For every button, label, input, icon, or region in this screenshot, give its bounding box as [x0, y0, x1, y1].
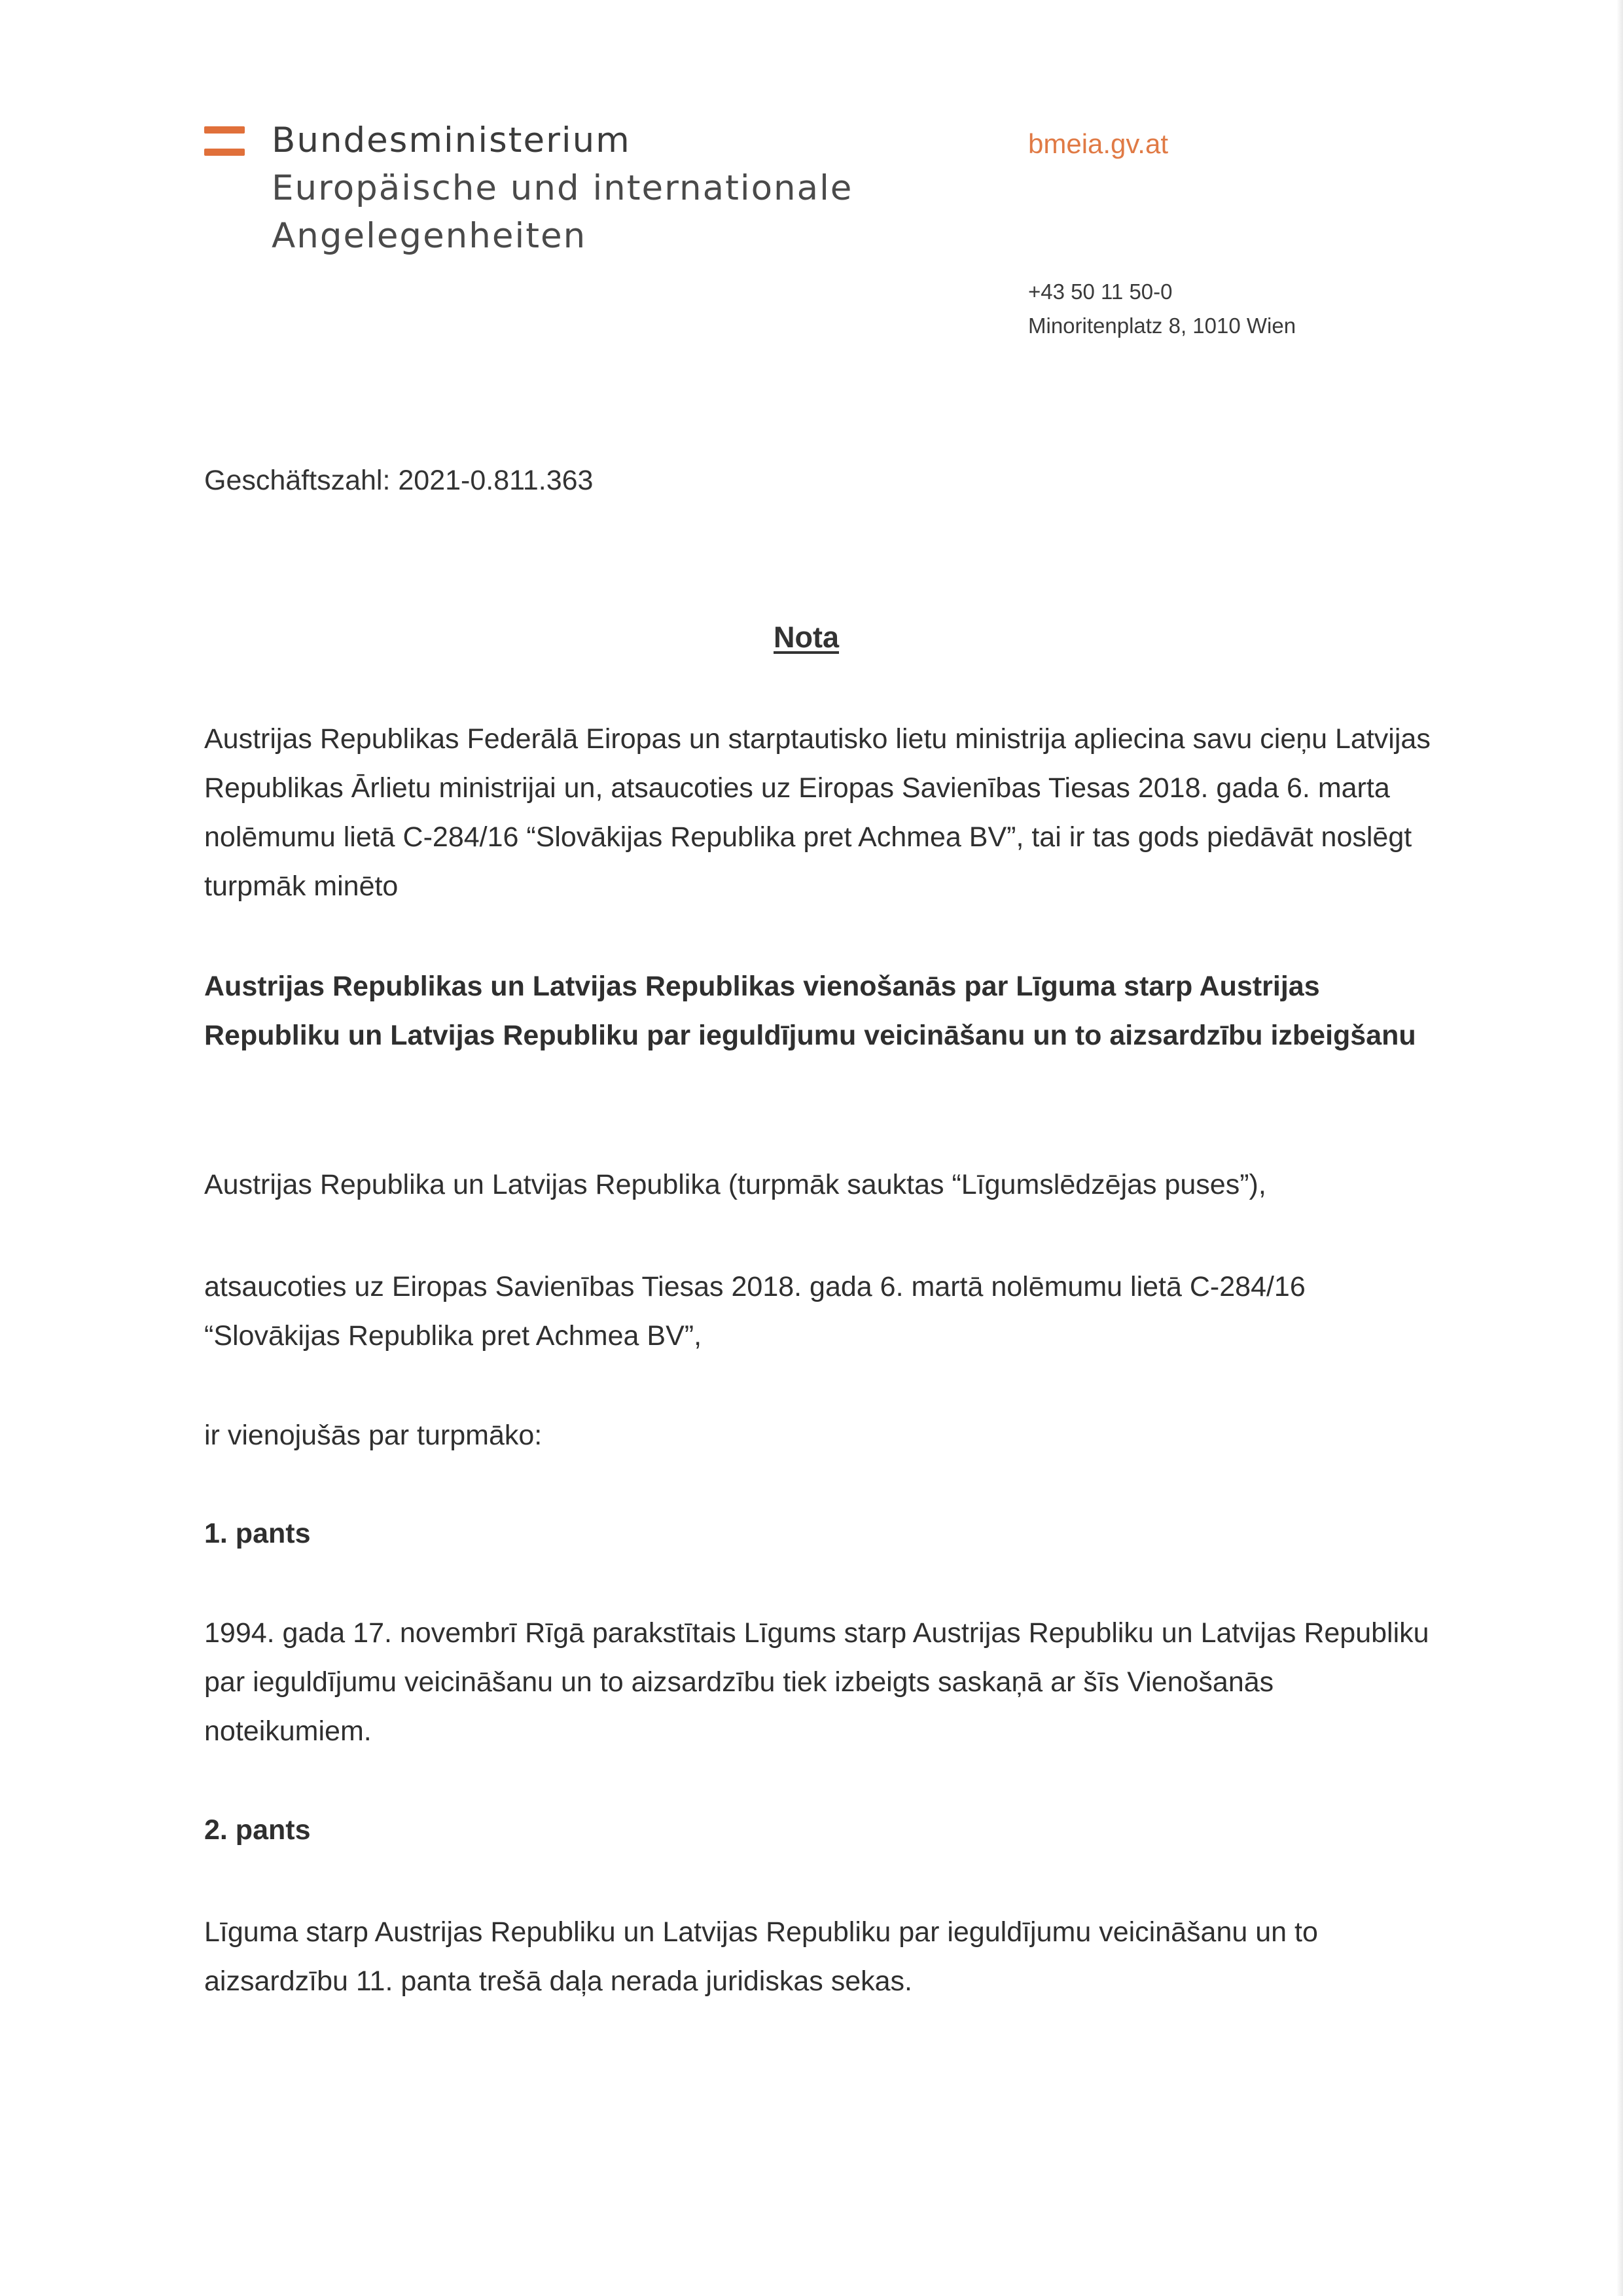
article-2-text: Līguma starp Austrijas Republiku un Latvijas Republiku par ieguldījumu veicināšanu un to aizsardzību 11. panta trešā daļa nerada juridiskas sekas. — [204, 1916, 1318, 1997]
article-2-heading: 2. pants — [204, 1814, 311, 1846]
ministry-line-1: Bundesministerium — [272, 120, 631, 160]
logo-stripe-bottom — [204, 149, 245, 156]
reference-number: Geschäftszahl: 2021-0.811.363 — [204, 465, 594, 496]
page-edge-shadow — [1616, 0, 1623, 2296]
agreement-title: Austrijas Republikas un Latvijas Republikas vienošanās par Līguma starp Austrijas Republiku un Latvijas Republiku par ieguldījumu veicināšanu un to aizsardzību izbeigšanu — [204, 971, 1416, 1051]
document-title: Nota — [774, 620, 839, 654]
referring-paragraph: atsaucoties uz Eiropas Savienības Tiesas 2018. gada 6. martā nolēmumu lietā C-284/16 “Slovākijas Republika pret Achmea BV”, — [204, 1271, 1306, 1352]
parties-paragraph: Austrijas Republika un Latvijas Republika (turpmāk sauktas “Līgumslēdzējas puses”), — [204, 1169, 1266, 1200]
address: Minoritenplatz 8, 1010 Wien — [1028, 314, 1296, 338]
contact-block — [1028, 275, 1296, 343]
austrian-flag-logo — [204, 126, 245, 156]
ministry-line-3: Angelegenheiten — [272, 216, 587, 256]
logo-stripe-top — [204, 126, 245, 134]
article-1-heading: 1. pants — [204, 1518, 311, 1549]
article-1-text: 1994. gada 17. novembrī Rīgā parakstītais Līgums starp Austrijas Republiku un Latvijas Republiku par ieguldījumu veicināšanu un to aizsardzību tiek izbeigts saskaņā ar šīs Vienošanās noteikumiem. — [204, 1617, 1429, 1747]
ministry-line-2: Europäische und internationale — [272, 168, 853, 208]
phone-number: +43 50 11 50-0 — [1028, 279, 1173, 304]
ministry-name — [272, 117, 853, 260]
intro-paragraph: Austrijas Republikas Federālā Eiropas un starptautisko lietu ministrija apliecina savu cieņu Latvijas Republikas Ārlietu ministrijai un, atsaucoties uz Eiropas Savienības Tiesas 2018. gada 6. marta nolēmumu lietā C-284/16 “Slovākijas Republika pret Achmea BV”, tai ir tas gods piedāvāt noslēgt turpmāk minēto — [204, 723, 1431, 902]
logo-stripe-middle — [204, 137, 245, 145]
agreed-paragraph: ir vienojušās par turpmāko: — [204, 1420, 543, 1451]
website-link[interactable]: bmeia.gv.at — [1028, 128, 1168, 159]
